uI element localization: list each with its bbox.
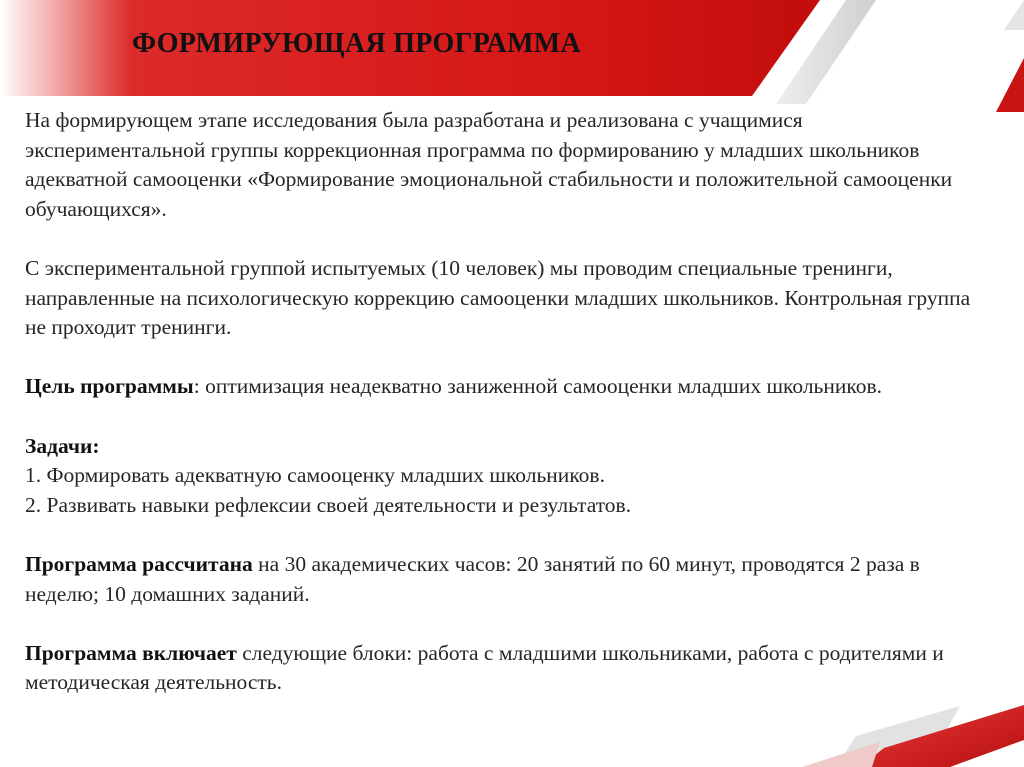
schedule-text: на 30 академических часов: 20 занятий по 60 минут, проводятся 2 раза в неделю; 10 домашних заданий. (25, 551, 920, 606)
slide-body (25, 106, 985, 698)
tasks-label: Задачи: (25, 433, 100, 458)
goal-text: : оптимизация неадекватно заниженной самооценки младших школьников. (193, 374, 883, 399)
goal-paragraph (25, 372, 985, 402)
page-title: ФОРМИРУЮЩАЯ ПРОГРАММА (132, 28, 582, 59)
blocks-text: следующие блоки: работа с младшими школьниками, работа с родителями и методическая деятельность. (25, 640, 944, 695)
goal-label: Цель программы (25, 374, 194, 399)
blocks-paragraph (25, 639, 985, 698)
schedule-paragraph (25, 550, 985, 609)
banner-red-slash-2 (1004, 0, 1024, 30)
task-item: 2. Развивать навыки рефлексии своей деятельности и результатов. (25, 492, 632, 517)
schedule-label: Программа рассчитана (25, 551, 253, 576)
training-paragraph: С экспериментальной группой испытуемых (10 человек) мы проводим специальные тренинги, направленные на психологическую коррекцию самооценки младших школьников. Контрольная группа не проходит тренинги. (25, 255, 971, 340)
banner-red-slash (996, 58, 1024, 112)
blocks-label: Программа включает (25, 640, 237, 665)
tasks-paragraph (25, 432, 985, 521)
intro-paragraph: На формирующем этапе исследования была разработана и реализована с учащимися экспериментальной группы коррекционная программа по формированию у младших школьников адекватной самооценки «Формирование эмоциональной стабильности и положительной самооценки обучающихся». (25, 108, 953, 221)
task-item: 1. Формировать адекватную самооценку младших школьников. (25, 463, 605, 488)
